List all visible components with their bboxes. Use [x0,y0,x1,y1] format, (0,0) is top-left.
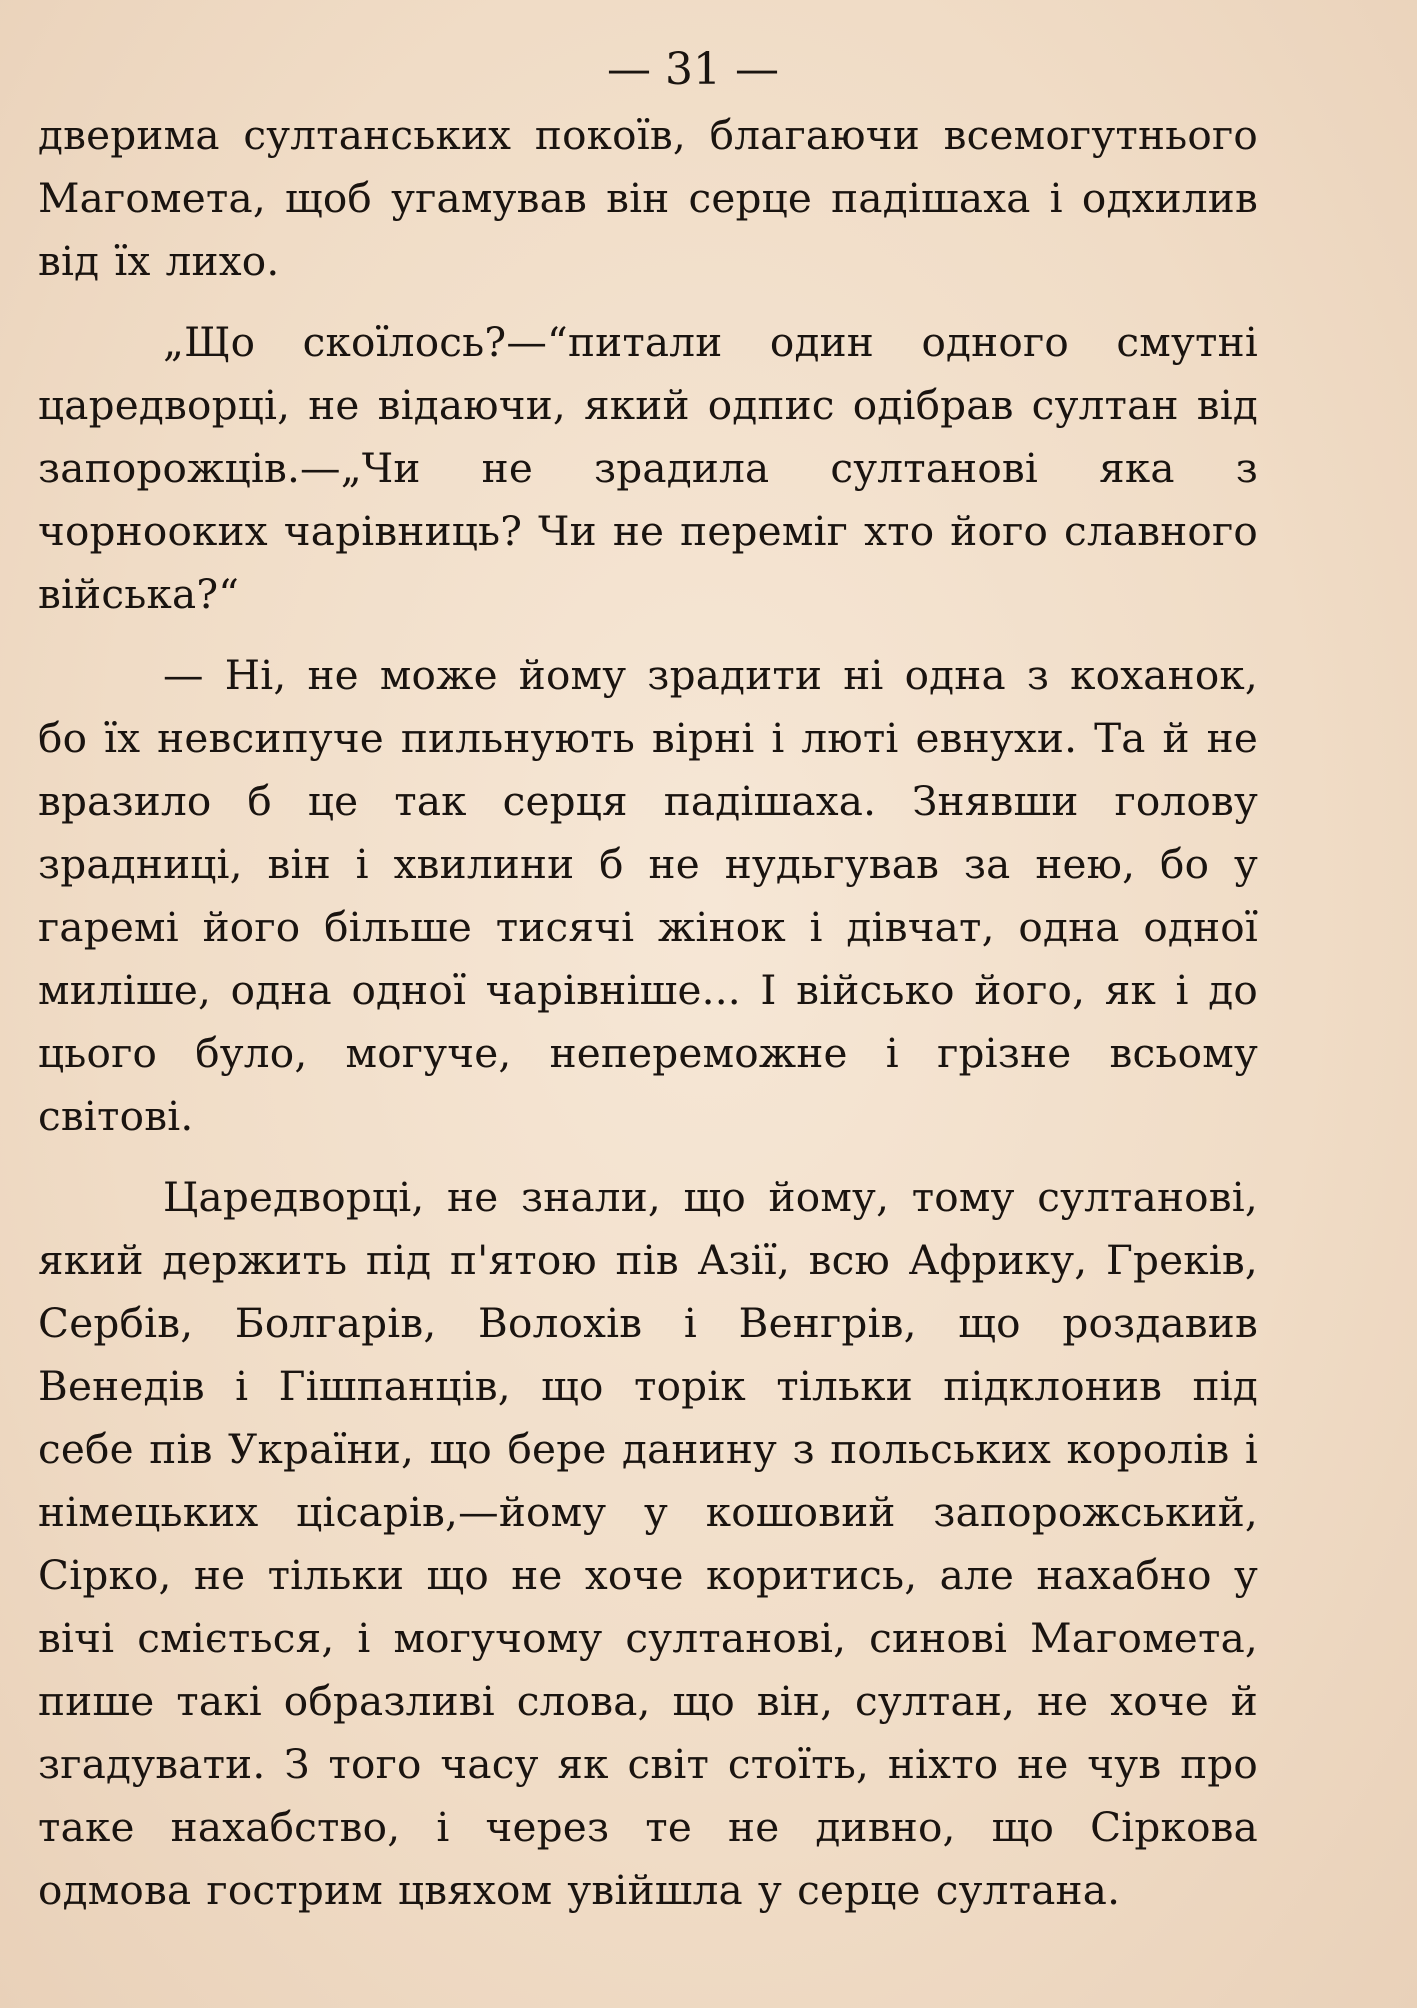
paragraph: „Що скоїлось?—“питали один одного смутні царедворці, не відаючи, який одпис одібрав султан від запорожців.—„Чи не зрадила султанові яка з чорнооких чарівниць? Чи не переміг хто його славного війська?“ [38,318,1258,618]
paragraph: — Ні, не може йому зрадити ні одна з коханок, бо їх невсипуче пильнують вірні і люті евнухи. Та й не вразило б це так серця падішаха. Знявши голову зрадниці, він і хвилини б не нудьгував за нею, бо у гаремі його більше тисячі жінок і дівчат, одна одної миліше, одна одної чарівніше... І військо його, як і до цього було, могуче, непереможне і грізне всьому світові. [38,651,1258,1140]
book-page [38,40,1258,1922]
page-number: — 31 — [607,44,779,95]
paragraph: Царедворці, не знали, що йому, тому султанові, який держить під п'ятою пів Азії, всю Африку, Греків, Сербів, Болгарів, Волохів і Венгрів, що роздавив Венедів і Гішпанців, що торік тільки підклонив під себе пів України, що бере данину з польських королів і німецьких цісарів,—йому у кошовий запорожський, Сірко, не тільки що не хоче коритись, але нахабно у вічі сміється, і могучому султанові, синові Магомета, пише такі образливі слова, що він, султан, не хоче й згадувати. З того часу як світ стоїть, ніхто не чув про таке нахабство, і через те не дивно, що Сіркова одмова гострим цвяхом увійшла у серце султана. [38,1173,1258,1914]
paragraph: дверима султанських покоїв, благаючи всемогутнього Магомета, щоб угамував він серце падішаха і одхилив від їх лихо. [38,111,1258,285]
